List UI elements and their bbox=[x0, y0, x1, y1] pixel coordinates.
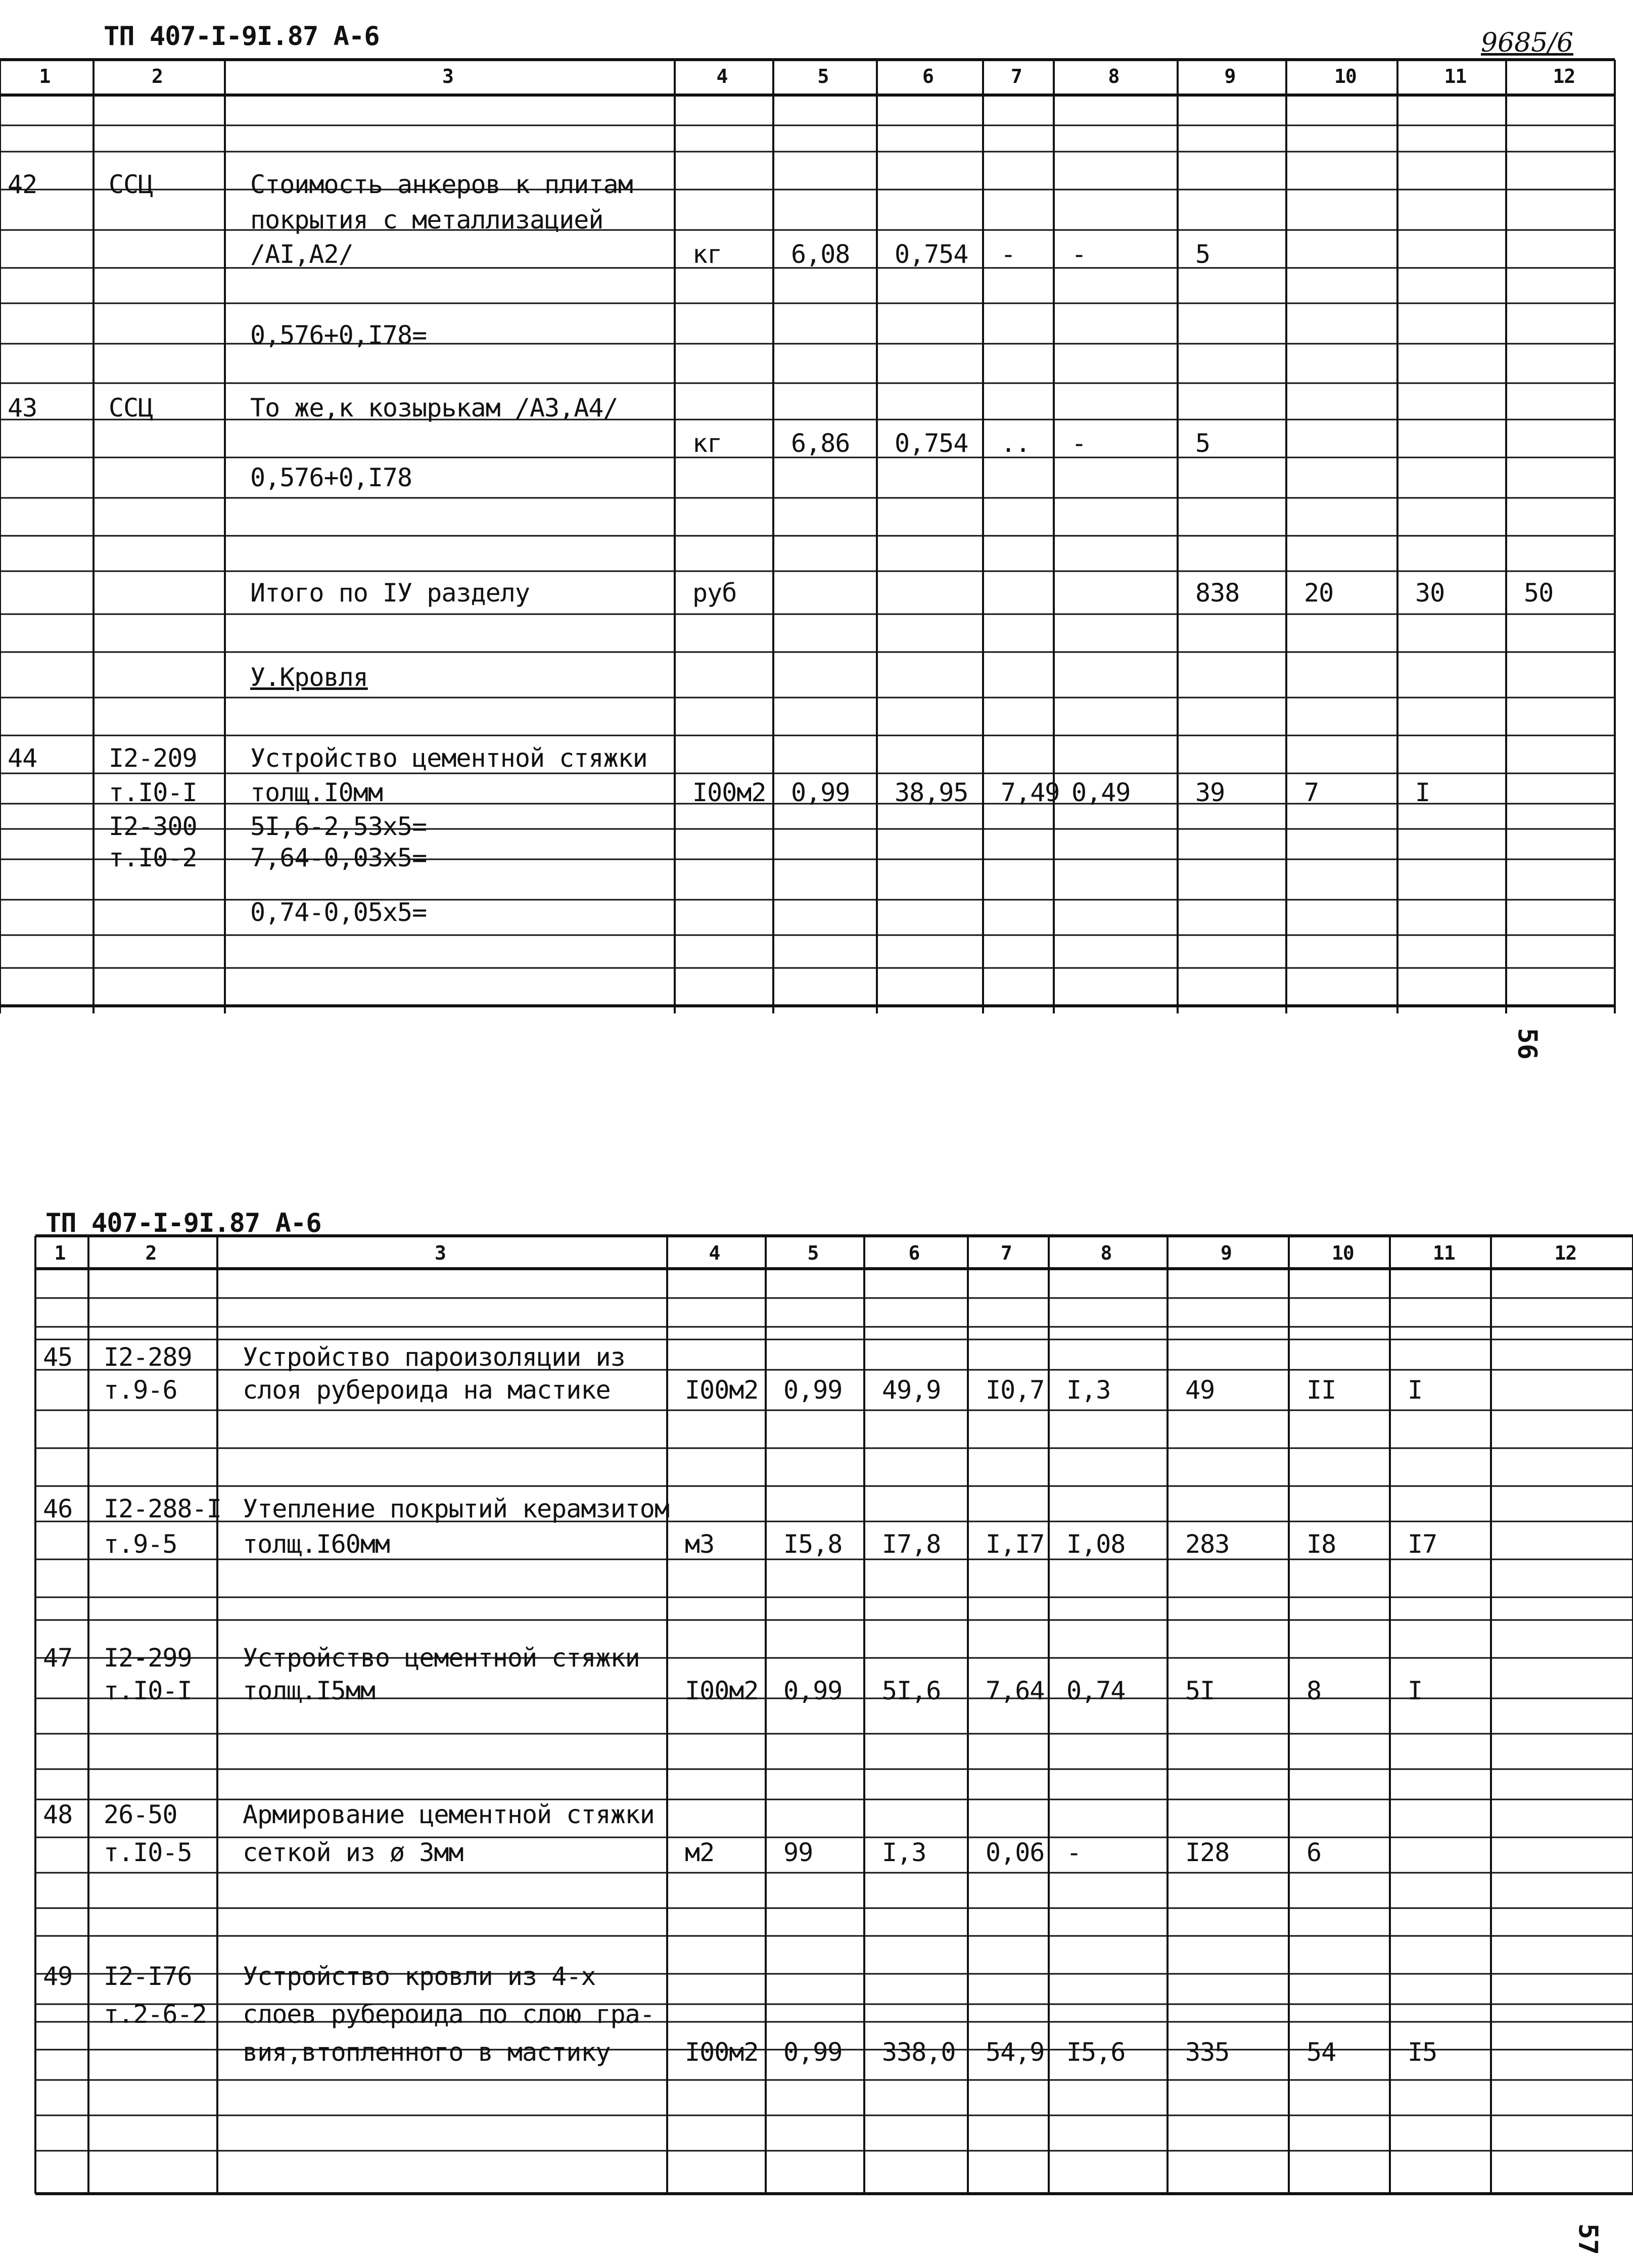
row-5-unit: кг bbox=[692, 429, 722, 458]
row-0-desc: Стоимость анкеров к плитам bbox=[250, 170, 633, 199]
row-10-c7: 54,9 bbox=[986, 2038, 1045, 2067]
column-header-5: 5 bbox=[807, 1242, 819, 1264]
row-9-no: 44 bbox=[8, 744, 37, 773]
row-0-no: 42 bbox=[8, 170, 37, 199]
row-10-desc: вия,втопленного в мастику bbox=[243, 2038, 611, 2067]
row-7-desc: Итого по IУ разделу bbox=[250, 578, 530, 608]
row-9-desc: Устройство цементной стяжки bbox=[250, 744, 647, 773]
column-header-12: 12 bbox=[1553, 65, 1575, 87]
row-6-no: 48 bbox=[43, 1800, 73, 1829]
column-header-3: 3 bbox=[442, 65, 453, 87]
column-header-4: 4 bbox=[709, 1242, 720, 1264]
row-10-c9: 335 bbox=[1185, 2038, 1230, 2067]
column-header-2: 2 bbox=[145, 1242, 157, 1264]
row-2-desc: Утепление покрытий керамзитом bbox=[243, 1494, 669, 1523]
row-2-no: 46 bbox=[43, 1494, 73, 1523]
row-9-ref: т.2-6-2 bbox=[104, 2000, 207, 2029]
row-12-desc: 7,64-0,03х5= bbox=[250, 843, 427, 872]
row-2-c5: 6,08 bbox=[791, 240, 850, 269]
row-5-c10: 8 bbox=[1307, 1676, 1322, 1705]
row-5-unit: I00м2 bbox=[685, 1676, 759, 1705]
row-9-desc: слоев рубероида по слою гра- bbox=[243, 2000, 655, 2029]
row-1-c6: 49,9 bbox=[882, 1375, 941, 1405]
column-header-1: 1 bbox=[54, 1242, 66, 1264]
row-1-c7: I0,7 bbox=[986, 1375, 1045, 1405]
row-4-ref: ССЦ bbox=[109, 393, 153, 423]
row-3-desc: толщ.I60мм bbox=[243, 1530, 390, 1559]
row-8-no: 49 bbox=[43, 1962, 73, 1991]
row-3-desc: 0,576+0,I78= bbox=[250, 320, 427, 350]
row-5-c5: 6,86 bbox=[791, 429, 850, 458]
row-3-c8: I,08 bbox=[1066, 1530, 1126, 1559]
row-10-unit: I00м2 bbox=[685, 2038, 759, 2067]
row-1-c8: I,3 bbox=[1066, 1375, 1111, 1405]
row-5-c9: 5 bbox=[1195, 429, 1210, 458]
row-4-desc: То же,к козырькам /А3,А4/ bbox=[250, 393, 618, 423]
row-7-c8: - bbox=[1066, 1838, 1082, 1867]
row-3-c7: I,I7 bbox=[986, 1530, 1045, 1559]
row-7-c9: 838 bbox=[1195, 578, 1240, 608]
column-header-3: 3 bbox=[435, 1242, 446, 1264]
top-page-number: 56 bbox=[1512, 1028, 1543, 1060]
row-4-desc: Устройство цементной стяжки bbox=[243, 1643, 640, 1673]
column-header-11: 11 bbox=[1433, 1242, 1455, 1264]
bottom-page-number: 57 bbox=[1572, 2223, 1603, 2255]
row-7-c9: I28 bbox=[1185, 1838, 1230, 1867]
row-3-c6: I7,8 bbox=[882, 1530, 941, 1559]
row-4-ref: I2-299 bbox=[104, 1643, 192, 1673]
row-5-ref: т.I0-I bbox=[104, 1676, 192, 1705]
column-header-9: 9 bbox=[1221, 1242, 1232, 1264]
row-7-c10: 20 bbox=[1304, 578, 1334, 608]
row-5-desc: толщ.I5мм bbox=[243, 1676, 375, 1705]
row-5-c7: 7,64 bbox=[986, 1676, 1045, 1705]
row-3-c5: I5,8 bbox=[783, 1530, 843, 1559]
column-header-11: 11 bbox=[1444, 65, 1467, 87]
row-8-desc: У.Кровля bbox=[250, 663, 368, 692]
row-0-ref: I2-289 bbox=[104, 1343, 192, 1372]
row-10-c11: I5 bbox=[1408, 2038, 1437, 2067]
row-0-ref: ССЦ bbox=[109, 170, 153, 199]
column-header-6: 6 bbox=[922, 65, 934, 87]
row-2-c6: 0,754 bbox=[895, 240, 968, 269]
row-6-ref: 26-50 bbox=[104, 1800, 177, 1829]
row-2-c7: - bbox=[1001, 240, 1016, 269]
row-8-ref: I2-I76 bbox=[104, 1962, 192, 1991]
row-4-no: 47 bbox=[43, 1643, 73, 1673]
row-10-unit: I00м2 bbox=[692, 778, 766, 807]
row-5-c6: 5I,6 bbox=[882, 1676, 941, 1705]
row-1-c9: 49 bbox=[1185, 1375, 1215, 1405]
row-5-c8: - bbox=[1071, 429, 1087, 458]
row-7-c12: 50 bbox=[1524, 578, 1554, 608]
row-2-desc: /АI,А2/ bbox=[250, 240, 353, 269]
row-5-c11: I bbox=[1408, 1676, 1423, 1705]
row-2-ref: I2-288-I bbox=[104, 1494, 221, 1523]
row-11-ref: I2-300 bbox=[109, 812, 197, 841]
row-5-c7: .. bbox=[1001, 429, 1031, 458]
row-9-ref: I2-209 bbox=[109, 744, 197, 773]
row-5-c6: 0,754 bbox=[895, 429, 968, 458]
row-1-ref: т.9-6 bbox=[104, 1375, 177, 1405]
row-10-ref: т.I0-I bbox=[109, 778, 197, 807]
row-2-c9: 5 bbox=[1195, 240, 1210, 269]
column-header-10: 10 bbox=[1332, 1242, 1354, 1264]
row-10-c5: 0,99 bbox=[783, 2038, 843, 2067]
row-3-c10: I8 bbox=[1307, 1530, 1336, 1559]
row-12-ref: т.I0-2 bbox=[109, 843, 197, 872]
column-header-10: 10 bbox=[1334, 65, 1357, 87]
row-1-desc: покрытия с металлизацией bbox=[250, 205, 603, 235]
row-11-desc: 5I,6-2,53х5= bbox=[250, 812, 427, 841]
column-header-4: 4 bbox=[716, 65, 728, 87]
row-7-ref: т.I0-5 bbox=[104, 1838, 192, 1867]
row-7-unit: м2 bbox=[685, 1838, 715, 1867]
row-10-c5: 0,99 bbox=[791, 778, 850, 807]
row-10-c9: 39 bbox=[1195, 778, 1225, 807]
row-10-c7: 7,49 bbox=[1001, 778, 1060, 807]
row-7-c11: 30 bbox=[1415, 578, 1445, 608]
row-3-c11: I7 bbox=[1408, 1530, 1437, 1559]
bottom-sheet-code: ТП 407-I-9I.87 А-6 bbox=[45, 1208, 321, 1238]
row-2-unit: кг bbox=[692, 240, 722, 269]
column-header-6: 6 bbox=[908, 1242, 920, 1264]
row-7-c6: I,3 bbox=[882, 1838, 926, 1867]
row-13-desc: 0,74-0,05х5= bbox=[250, 898, 427, 927]
row-1-c5: 0,99 bbox=[783, 1375, 843, 1405]
row-3-ref: т.9-5 bbox=[104, 1530, 177, 1559]
row-7-c7: 0,06 bbox=[986, 1838, 1045, 1867]
row-1-desc: слоя рубероида на мастике bbox=[243, 1375, 611, 1405]
top-sheet-code: ТП 407-I-9I.87 А-6 bbox=[104, 21, 380, 52]
row-6-desc: Армирование цементной стяжки bbox=[243, 1800, 655, 1829]
row-10-c6: 38,95 bbox=[895, 778, 968, 807]
row-10-c8: 0,49 bbox=[1071, 778, 1131, 807]
column-header-1: 1 bbox=[39, 65, 51, 87]
row-3-c9: 283 bbox=[1185, 1530, 1230, 1559]
row-7-unit: руб bbox=[692, 578, 737, 608]
row-10-c6: 338,0 bbox=[882, 2038, 956, 2067]
row-6-desc: 0,576+0,I78 bbox=[250, 463, 412, 492]
row-10-c8: I5,6 bbox=[1066, 2038, 1126, 2067]
row-5-c5: 0,99 bbox=[783, 1676, 843, 1705]
row-10-c11: I bbox=[1415, 778, 1430, 807]
row-10-c10: 7 bbox=[1304, 778, 1319, 807]
column-header-8: 8 bbox=[1108, 65, 1119, 87]
row-3-unit: м3 bbox=[685, 1530, 715, 1559]
row-1-unit: I00м2 bbox=[685, 1375, 759, 1405]
archive-stamp: 9685/6 bbox=[1481, 28, 1573, 58]
column-header-7: 7 bbox=[1011, 65, 1022, 87]
row-7-c10: 6 bbox=[1307, 1838, 1322, 1867]
row-0-desc: Устройство пароизоляции из bbox=[243, 1343, 625, 1372]
row-7-c5: 99 bbox=[783, 1838, 813, 1867]
column-header-2: 2 bbox=[152, 65, 163, 87]
column-header-7: 7 bbox=[1001, 1242, 1012, 1264]
row-10-desc: толщ.I0мм bbox=[250, 778, 383, 807]
row-0-no: 45 bbox=[43, 1343, 73, 1372]
column-header-9: 9 bbox=[1224, 65, 1236, 87]
row-4-no: 43 bbox=[8, 393, 37, 423]
row-10-c10: 54 bbox=[1307, 2038, 1336, 2067]
row-7-desc: сеткой из ø 3мм bbox=[243, 1838, 463, 1867]
row-1-c10: II bbox=[1307, 1375, 1336, 1405]
row-1-c11: I bbox=[1408, 1375, 1423, 1405]
column-header-12: 12 bbox=[1554, 1242, 1577, 1264]
row-8-desc: Устройство кровли из 4-х bbox=[243, 1962, 596, 1991]
row-2-c8: - bbox=[1071, 240, 1087, 269]
row-5-c8: 0,74 bbox=[1066, 1676, 1126, 1705]
column-header-8: 8 bbox=[1100, 1242, 1112, 1264]
column-header-5: 5 bbox=[817, 65, 829, 87]
row-5-c9: 5I bbox=[1185, 1676, 1215, 1705]
